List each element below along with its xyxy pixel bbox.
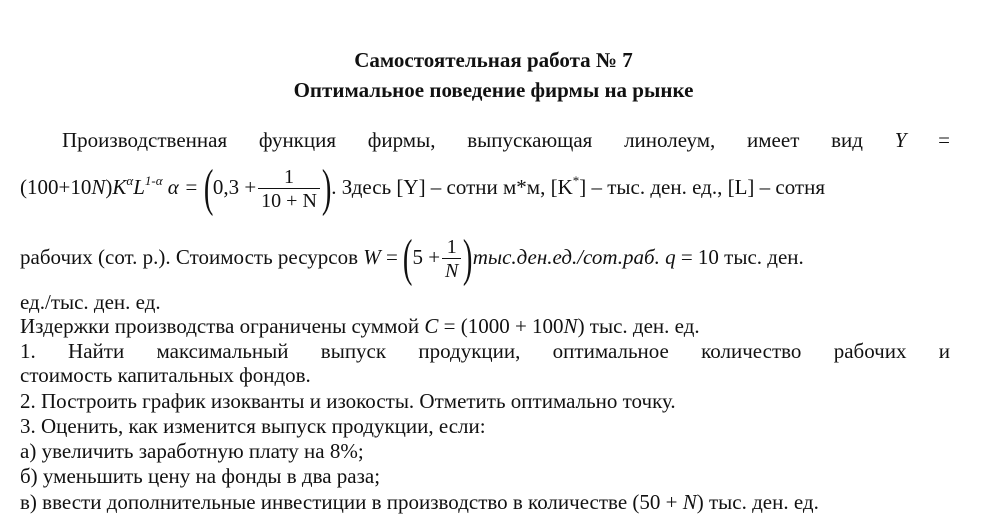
frac-prefix: 5 + bbox=[412, 244, 441, 269]
text-segment: рабочих (сот. р.). Стоимость ресурсов bbox=[20, 244, 359, 269]
var-N: N bbox=[682, 490, 697, 514]
text-segment: ) тыс. ден. ед. bbox=[577, 314, 700, 338]
text-segment: = (1000 + 100 bbox=[443, 314, 564, 338]
right-paren: ) bbox=[463, 230, 473, 287]
text-segment: . Здесь [Y] – сотни м*м, [K bbox=[331, 174, 573, 199]
paragraph-line-5 bbox=[20, 313, 950, 339]
alpha-equals: α = bbox=[167, 174, 199, 199]
text-segment: = 10 тыс. ден. bbox=[680, 244, 804, 269]
text-segment: Производственная функция фирмы, выпускающая линолеум, имеет вид bbox=[62, 128, 863, 152]
var-Y: Y bbox=[894, 128, 907, 152]
var-W: W bbox=[363, 244, 381, 269]
left-paren: ( bbox=[203, 160, 213, 217]
paragraph-line-4: ед./тыс. ден. ед. bbox=[20, 290, 161, 314]
star-superscript: * bbox=[572, 172, 580, 188]
text-segment: Издержки производства ограничены суммой bbox=[20, 314, 420, 338]
sub-item-c bbox=[20, 489, 950, 515]
var-K: K bbox=[112, 174, 127, 199]
var-C: C bbox=[424, 314, 439, 338]
exp-alpha: α bbox=[126, 172, 134, 188]
sub-item-b: б) уменьшить цену на фонды в два раза; bbox=[20, 464, 381, 488]
fraction-alpha bbox=[258, 166, 320, 213]
task-item-3: 3. Оценить, как изменится выпуск продукции, если: bbox=[20, 414, 486, 438]
paragraph-line-3 bbox=[20, 230, 950, 287]
text-segment: ) тыс. ден. ед. bbox=[696, 490, 819, 514]
text-segment: ] – тыс. ден. ед., [L] – сотня bbox=[579, 174, 826, 199]
text-segment: (100+10 bbox=[20, 174, 92, 199]
exp-one-minus-alpha: 1-α bbox=[144, 172, 163, 188]
paragraph-line-1 bbox=[20, 127, 950, 153]
units-text: тыс.ден.ед./сот.раб. bbox=[472, 244, 660, 269]
page-title: Самостоятельная работа № 7 bbox=[354, 48, 633, 72]
fraction-denominator: N bbox=[442, 258, 461, 283]
task-item-1-line-1: 1. Найти максимальный выпуск продукции, оптимальное количество рабочих и bbox=[20, 339, 950, 363]
right-paren: ) bbox=[321, 160, 332, 217]
task-item-1-line-2: стоимость капитальных фондов. bbox=[20, 363, 311, 387]
equals-sign: = bbox=[938, 128, 950, 152]
fraction-denominator: 10 + N bbox=[258, 188, 320, 213]
page-subtitle: Оптимальное поведение фирмы на рынке bbox=[293, 78, 694, 102]
var-L: L bbox=[133, 174, 145, 199]
var-q: q bbox=[665, 244, 676, 269]
frac-prefix: 0,3 + bbox=[212, 174, 257, 199]
var-N: N bbox=[91, 174, 106, 199]
sub-item-a: а) увеличить заработную плату на 8%; bbox=[20, 439, 364, 463]
equals-sign: = bbox=[386, 244, 398, 269]
fraction-numerator: 1 bbox=[284, 165, 295, 188]
left-paren: ( bbox=[403, 230, 413, 287]
paragraph-line-2 bbox=[20, 160, 950, 217]
var-N: N bbox=[563, 314, 578, 338]
text-segment: в) ввести дополнительные инвестиции в производство в количестве (50 + bbox=[20, 490, 678, 514]
fraction-wage bbox=[442, 236, 461, 283]
fraction-numerator: 1 bbox=[446, 235, 457, 258]
text-segment: ) bbox=[105, 174, 113, 199]
task-item-2: 2. Построить график изокванты и изокосты. Отметить оптимально точку. bbox=[20, 389, 676, 413]
